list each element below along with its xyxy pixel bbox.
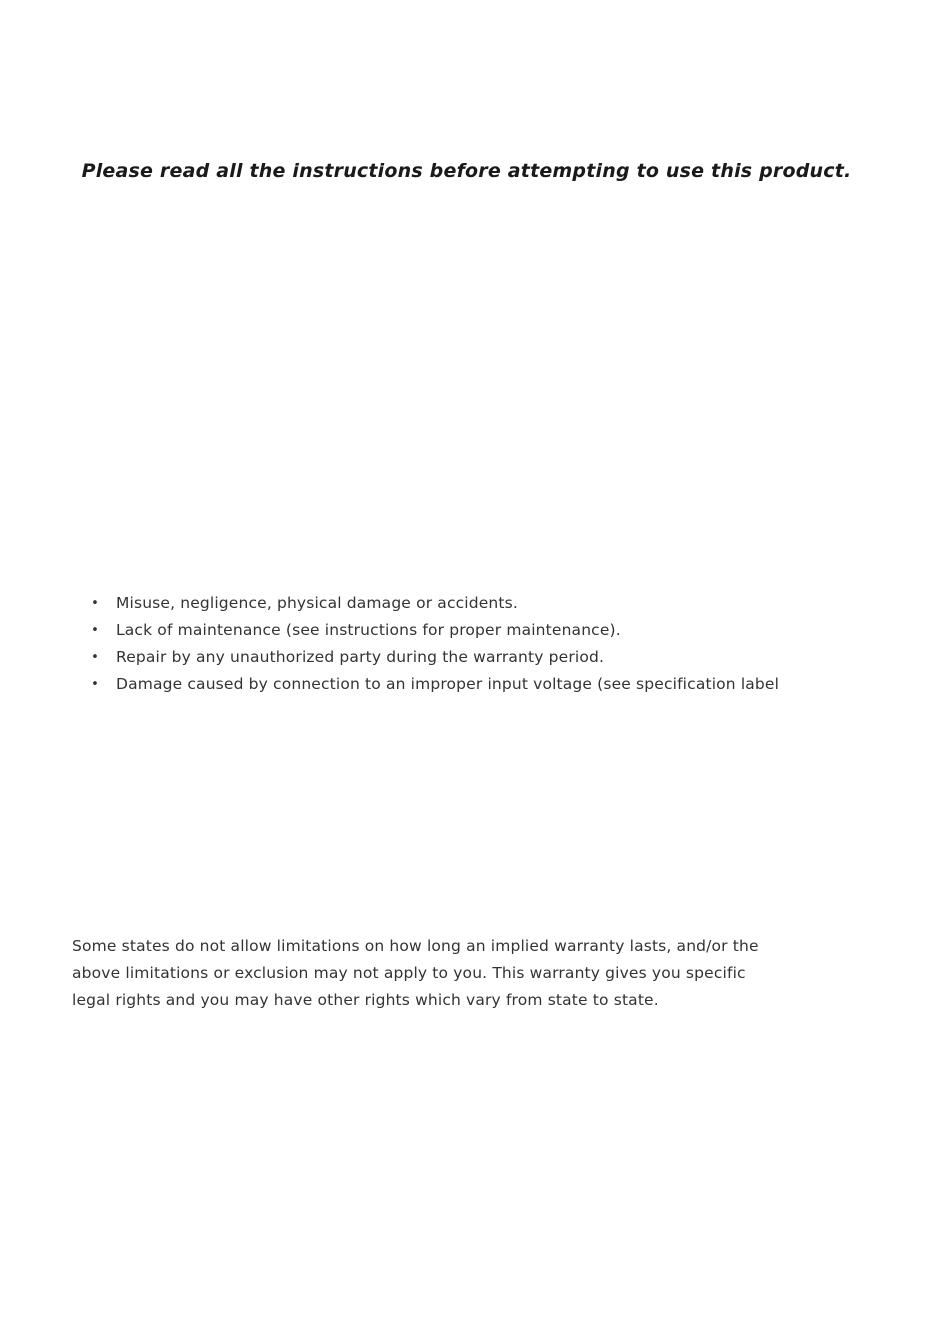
paragraph-line: Some states do not allow limitations on how long an implied warranty lasts, and/or the xyxy=(72,937,759,955)
bullet-icon: • xyxy=(91,650,99,665)
bullet-icon: • xyxy=(91,677,99,692)
bullet-icon: • xyxy=(91,596,99,611)
list-item xyxy=(88,590,908,617)
list-item-text: Lack of maintenance (see instructions for proper maintenance). xyxy=(116,621,621,639)
bullet-icon: • xyxy=(91,623,99,638)
state-rights-paragraph xyxy=(72,933,872,1014)
paragraph-line: above limitations or exclusion may not apply to you. This warranty gives you specific xyxy=(72,964,746,982)
list-item-text: Misuse, negligence, physical damage or accidents. xyxy=(116,594,518,612)
paragraph-line: legal rights and you may have other rights which vary from state to state. xyxy=(72,991,659,1009)
warranty-exclusions-list xyxy=(88,590,908,698)
list-item xyxy=(88,671,908,698)
instructions-notice: Please read all the instructions before attempting to use this product. xyxy=(81,160,852,182)
list-item-text: Damage caused by connection to an improper input voltage (see specification label xyxy=(116,675,780,693)
list-item xyxy=(88,617,908,644)
list-item xyxy=(88,644,908,671)
list-item-text: Repair by any unauthorized party during the warranty period. xyxy=(116,648,605,666)
